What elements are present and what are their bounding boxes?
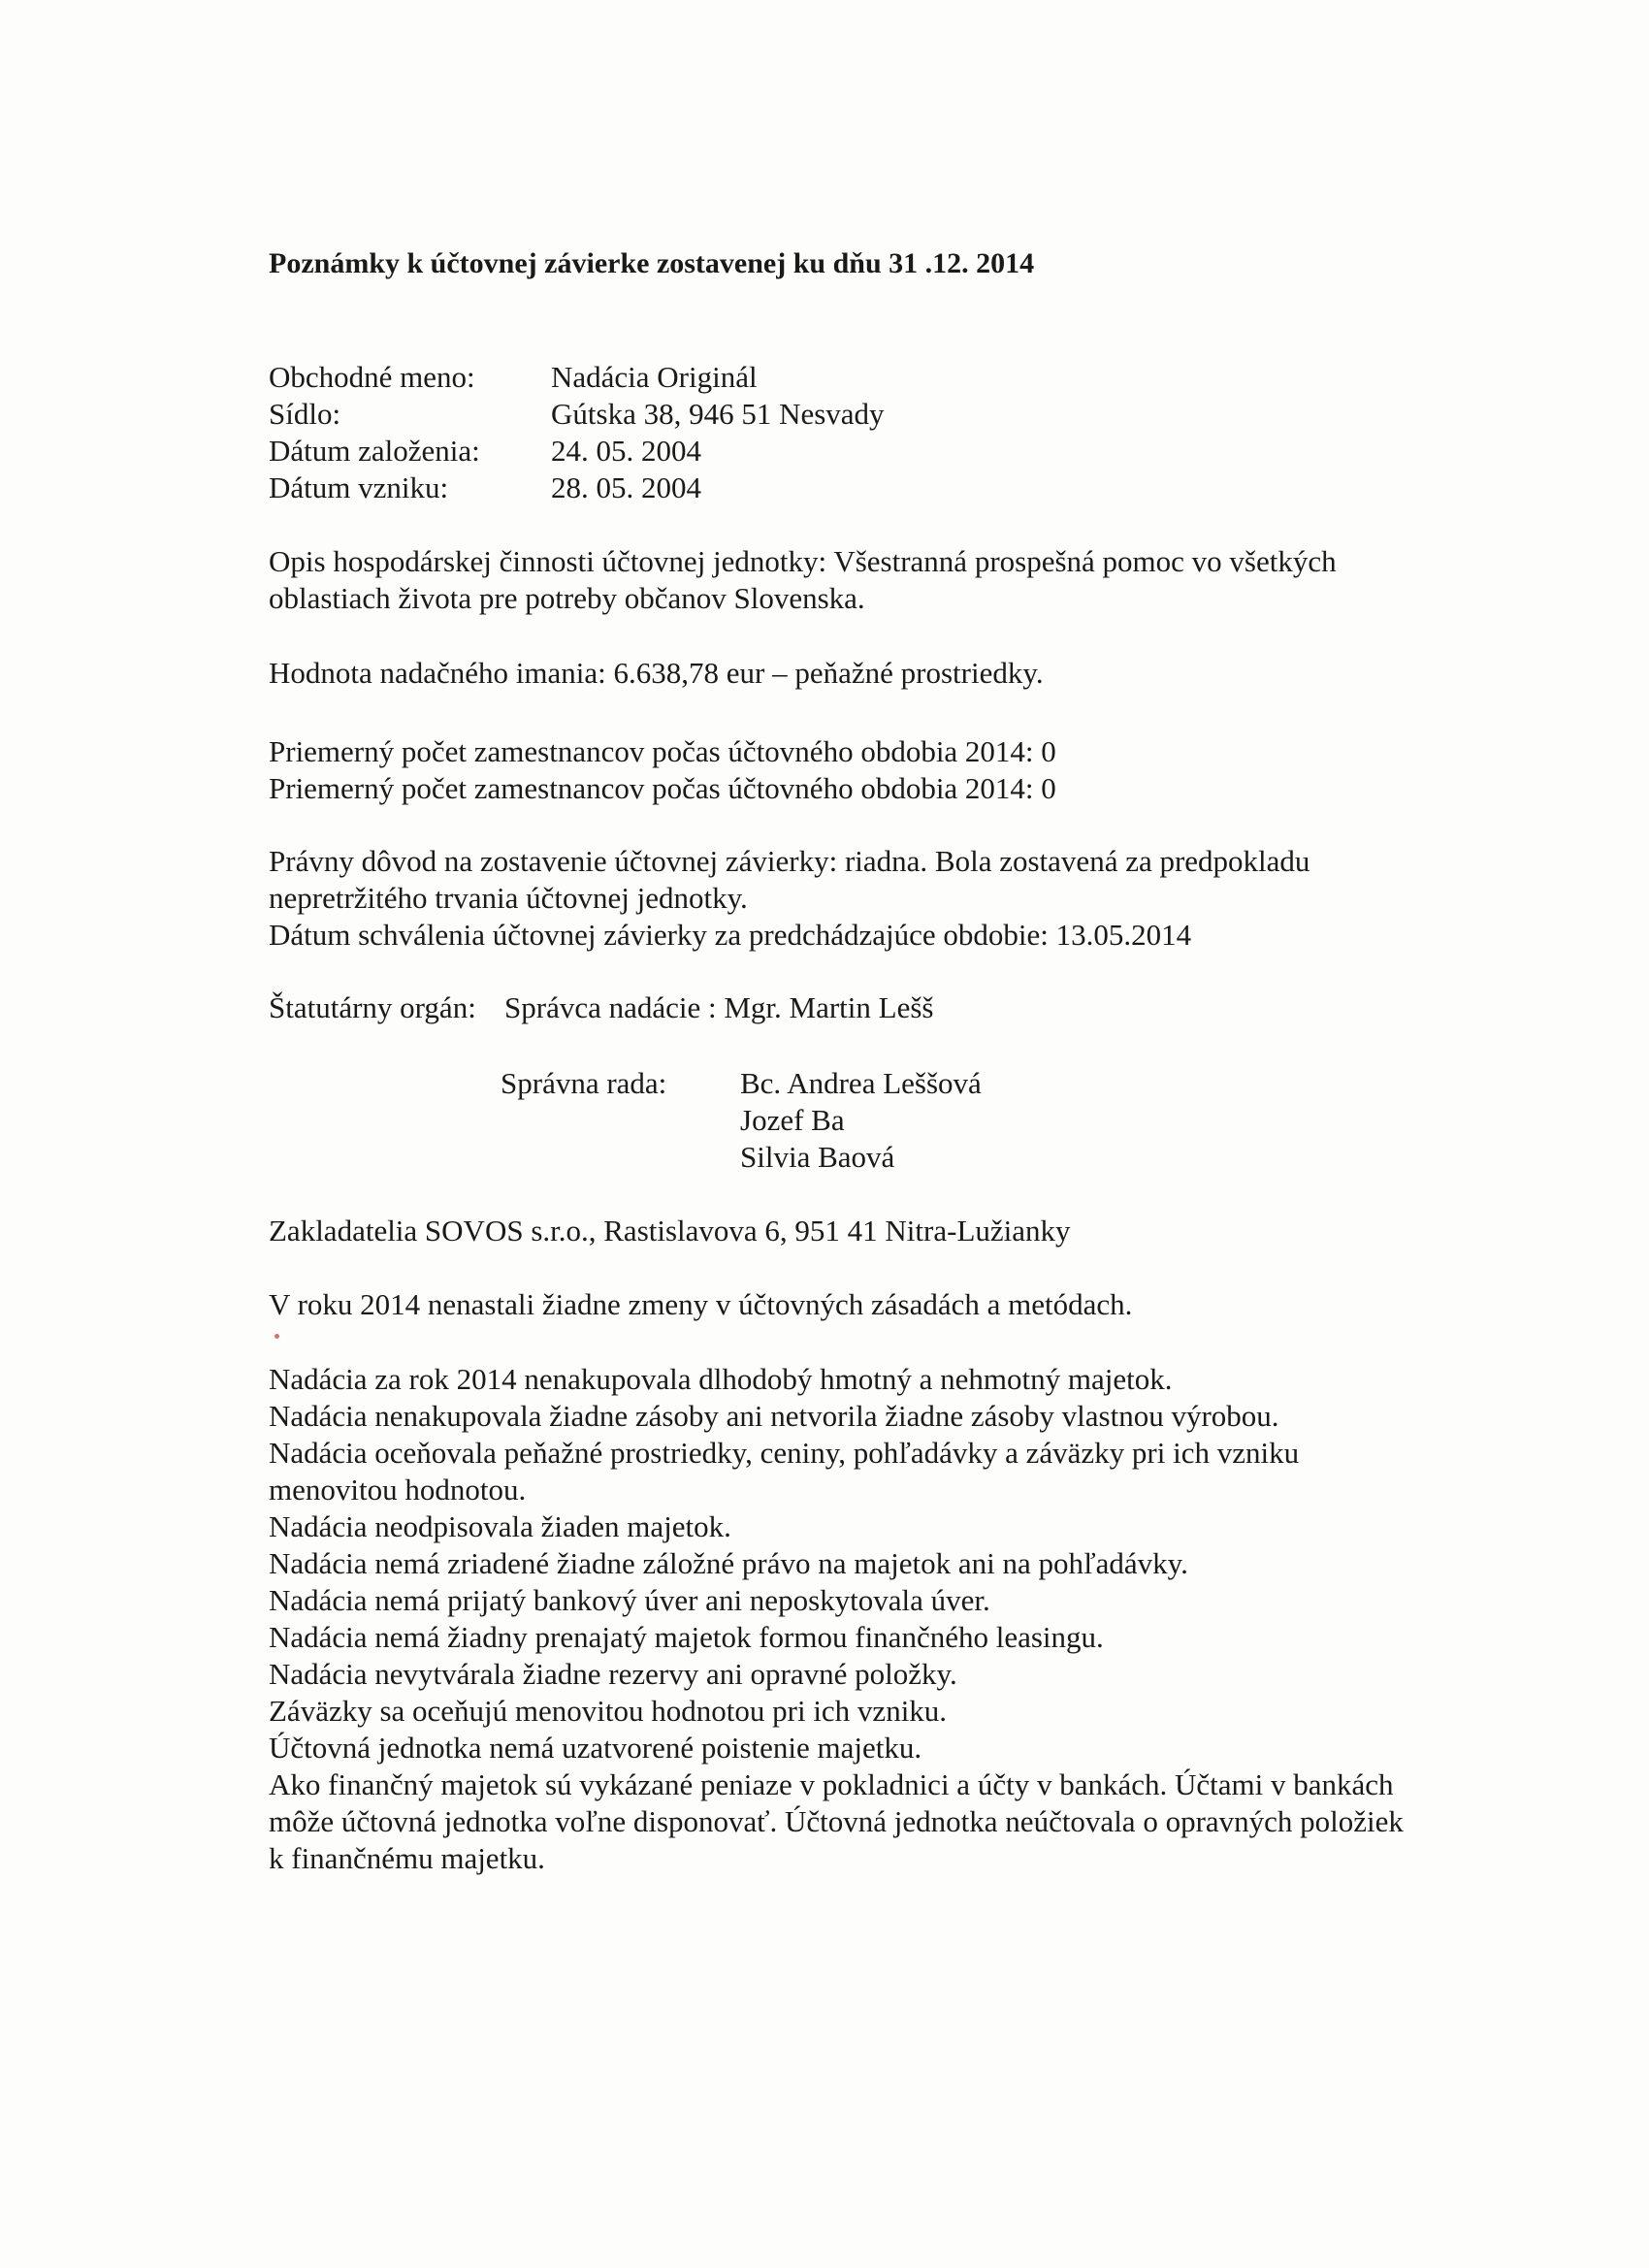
document-title: Poznámky k účtovnej závierke zostavenej ku dňu 31 .12. 2014 (269, 247, 1035, 279)
employees-line-1: Priemerný počet zamestnancov počas účtovného obdobia 2014: 0 (269, 734, 1056, 768)
description-line-2: oblastiach života pre potreby občanov Slovenska. (269, 581, 865, 615)
description-line-1: Opis hospodárskej činnosti účtovnej jednotky: Všestranná prospešná pomoc vo všetkých (269, 544, 1337, 578)
board-member: Bc. Andrea Leššová (740, 1066, 982, 1100)
note-line: Nadácia za rok 2014 nenakupovala dlhodobý hmotný a nehmotný majetok. (269, 1362, 1173, 1396)
approval-date: Dátum schválenia účtovnej závierky za predchádzajúce obdobie: 13.05.2014 (269, 918, 1192, 952)
seat-label: Sídlo: (269, 397, 341, 431)
business-name-value: Nadácia Originál (551, 360, 758, 394)
ink-speck (275, 1334, 279, 1339)
note-line: môže účtovná jednotka voľne disponovať. Účtovná jednotka neúčtovala o opravných položiek (269, 1804, 1404, 1838)
note-line: menovitou hodnotou. (269, 1473, 527, 1507)
note-line: Nadácia oceňovala peňažné prostriedky, ceniny, pohľadávky a záväzky pri ich vzniku (269, 1436, 1300, 1470)
note-line: Záväzky sa oceňujú menovitou hodnotou pri ich vzniku. (269, 1694, 948, 1728)
note-line: Účtovná jednotka nemá uzatvorené poistenie majetku. (269, 1731, 922, 1765)
board-member: Silvia Baová (740, 1140, 895, 1174)
board-label: Správna rada: (501, 1066, 667, 1100)
note-line: Nadácia nemá prijatý bankový úver ani neposkytovala úver. (269, 1583, 990, 1617)
endowment-value: Hodnota nadačného imania: 6.638,78 eur – peňažné prostriedky. (269, 656, 1044, 690)
legal-line-2: nepretržitého trvania účtovnej jednotky. (269, 881, 748, 915)
founded-label: Dátum založenia: (269, 434, 480, 468)
statutory-label: Štatutárny orgán: (269, 990, 476, 1024)
created-label: Dátum vzniku: (269, 470, 449, 504)
employees-line-2: Priemerný počet zamestnancov počas účtovného obdobia 2014: 0 (269, 771, 1056, 805)
note-line: Nadácia nemá zriadené žiadne záložné právo na majetok ani na pohľadávky. (269, 1546, 1188, 1580)
seat-value: Gútska 38, 946 51 Nesvady (551, 397, 885, 431)
note-line: Nadácia neodpisovala žiaden majetok. (269, 1509, 731, 1543)
changes-line: V roku 2014 nenastali žiadne zmeny v účtovných zásadách a metódach. (269, 1287, 1133, 1321)
founders-line: Zakladatelia SOVOS s.r.o., Rastislavova 6, 951 41 Nitra-Lužianky (269, 1214, 1071, 1247)
statutory-value: Správca nadácie : Mgr. Martin Lešš (504, 990, 934, 1024)
legal-line-1: Právny dôvod na zostavenie účtovnej závierky: riadna. Bola zostavená za predpokladu (269, 844, 1310, 878)
note-line: k finančnému majetku. (269, 1841, 545, 1875)
business-name-label: Obchodné meno: (269, 360, 475, 394)
created-value: 28. 05. 2004 (551, 470, 701, 504)
note-line: Nadácia nevytvárala žiadne rezervy ani opravné položky. (269, 1657, 957, 1691)
note-line: Nadácia nenakupovala žiadne zásoby ani netvorila žiadne zásoby vlastnou výrobou. (269, 1399, 1279, 1433)
note-line: Ako finančný majetok sú vykázané peniaze v pokladnici a účty v bankách. Účtami v bankách (269, 1767, 1394, 1801)
founded-value: 24. 05. 2004 (551, 434, 701, 468)
board-member: Jozef Ba (740, 1103, 845, 1137)
note-line: Nadácia nemá žiadny prenajatý majetok formou finančného leasingu. (269, 1620, 1104, 1654)
